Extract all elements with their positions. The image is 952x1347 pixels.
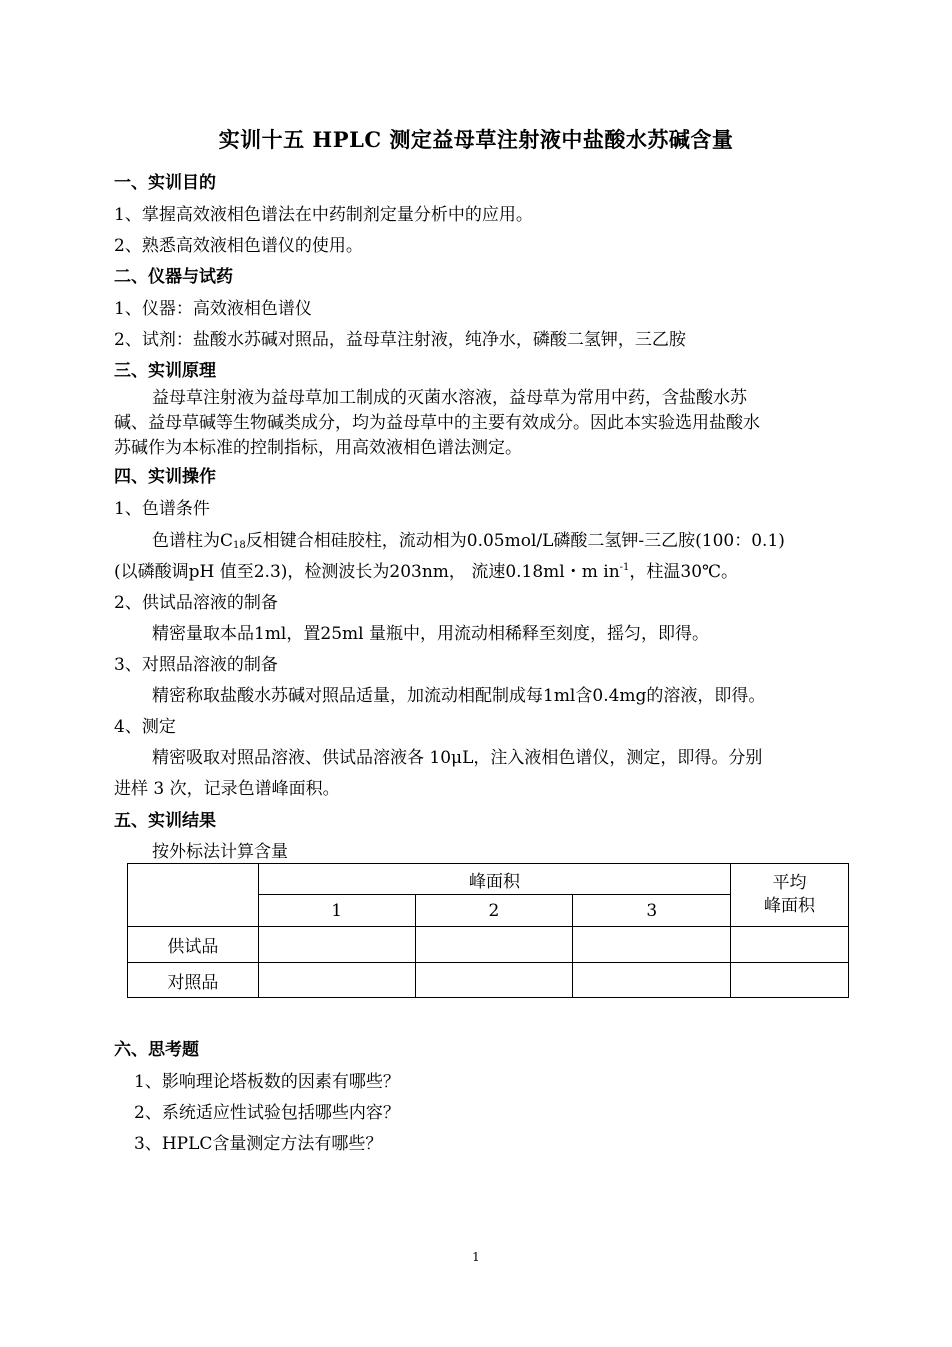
section-heading-results: 五、实训结果	[114, 811, 216, 831]
section-heading-objectives: 一、实训目的	[114, 173, 216, 193]
injection-col-header: 3	[573, 895, 731, 927]
results-table	[127, 863, 849, 998]
table-cell	[731, 963, 849, 998]
average-header-line: 平均	[772, 873, 807, 893]
row-label: 供试品	[128, 927, 259, 963]
table-cell	[415, 963, 573, 998]
procedure-text: 精密称取盐酸水苏碱对照品适量，加流动相配制成每1ml含0.4mg的溶液，即得。	[152, 686, 766, 706]
subsection-title: 4、测定	[114, 717, 176, 737]
section-heading-principle: 三、实训原理	[114, 361, 216, 381]
procedure-text: 精密量取本品1ml，置25ml 量瓶中，用流动相稀释至刻度，摇匀，即得。	[152, 624, 709, 644]
principle-text-line: 益母草注射液为益母草加工制成的灭菌水溶液，益母草为常用中药，含盐酸水苏	[152, 388, 747, 408]
row-label: 对照品	[128, 963, 259, 998]
average-peak-area-header	[731, 864, 849, 927]
table-cell	[573, 963, 731, 998]
instrument-item: 1、仪器：高效液相色谱仪	[114, 299, 312, 319]
section-heading-questions: 六、思考题	[114, 1040, 199, 1060]
question-item: 3、HPLC含量测定方法有哪些？	[134, 1134, 383, 1154]
table-cell	[415, 927, 573, 963]
chromatographic-conditions-line	[152, 526, 785, 551]
section-heading-procedure: 四、实训操作	[114, 467, 216, 487]
condition-text: 色谱柱为C	[152, 531, 234, 551]
table-row	[128, 927, 849, 963]
injection-col-header: 2	[415, 895, 573, 927]
procedure-text: 进样 3 次，记录色谱峰面积。	[114, 779, 340, 799]
chromatographic-conditions-line	[114, 557, 738, 582]
subsection-title: 3、对照品溶液的制备	[114, 655, 278, 675]
subsection-title: 2、供试品溶液的制备	[114, 593, 278, 613]
table-cell	[258, 963, 415, 998]
reagent-item: 2、试剂：盐酸水苏碱对照品，益母草注射液，纯净水，磷酸二氢钾，三乙胺	[114, 330, 686, 350]
page-title: 实训十五 HPLC 测定益母草注射液中盐酸水苏碱含量	[218, 127, 734, 152]
results-intro: 按外标法计算含量	[152, 842, 288, 862]
question-item: 2、系统适应性试验包括哪些内容？	[134, 1103, 400, 1123]
objective-item: 2、熟悉高效液相色谱仪的使用。	[114, 236, 363, 256]
table-cell	[573, 927, 731, 963]
subsection-title: 1、色谱条件	[114, 499, 210, 519]
table-corner-cell	[128, 864, 259, 927]
injection-col-header: 1	[258, 895, 415, 927]
question-item: 1、影响理论塔板数的因素有哪些？	[134, 1072, 400, 1092]
condition-text: (以磷酸调pH 值至2.3)，检测波长为203nm， 流速0.18ml・m in	[114, 562, 620, 582]
table-row	[128, 963, 849, 998]
page-number: 1	[472, 1250, 480, 1264]
objective-item: 1、掌握高效液相色谱法在中药制剂定量分析中的应用。	[114, 205, 533, 225]
superscript: -1	[619, 562, 630, 573]
table-cell	[731, 927, 849, 963]
principle-text-line: 苏碱作为本标准的控制指标，用高效液相色谱法测定。	[114, 438, 522, 458]
subscript: 18	[233, 540, 246, 551]
section-heading-instruments: 二、仪器与试药	[114, 267, 233, 287]
condition-text: 反相键合相硅胶柱，流动相为0.05mol/L磷酸二氢钾-三乙胺(100：0.1)	[245, 531, 785, 551]
condition-text: ，柱温30℃。	[629, 562, 739, 582]
principle-text-line: 碱、益母草碱等生物碱类成分，均为益母草中的主要有效成分。因此本实验选用盐酸水	[114, 413, 760, 433]
procedure-text: 精密吸取对照品溶液、供试品溶液各 10μL，注入液相色谱仪，测定，即得。分别	[152, 748, 763, 768]
average-header-line: 峰面积	[764, 896, 816, 916]
peak-area-header: 峰面积	[258, 864, 730, 895]
table-cell	[258, 927, 415, 963]
